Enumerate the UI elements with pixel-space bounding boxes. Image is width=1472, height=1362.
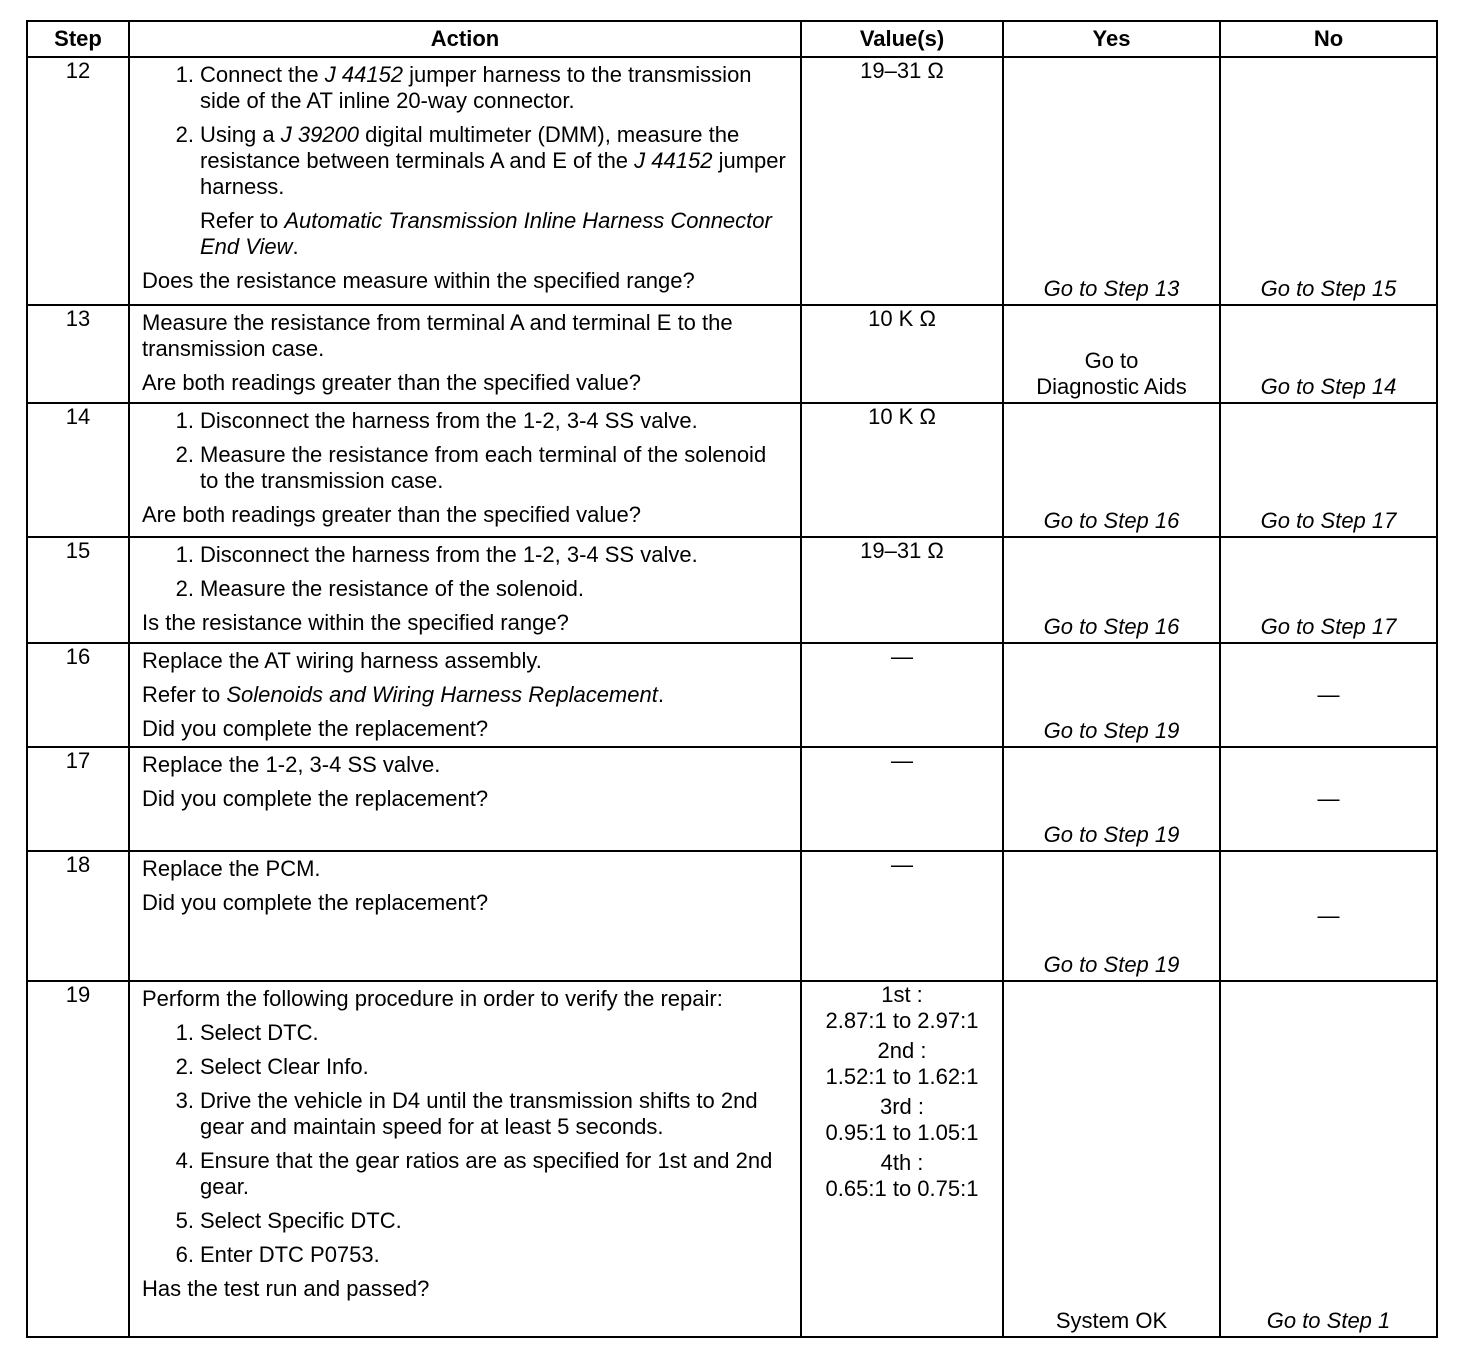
list-item: 1. Select DTC. — [175, 1020, 319, 1045]
action-question: Did you complete the replacement? — [142, 786, 489, 811]
step-number: 14 — [27, 403, 129, 537]
gear-ratio: 0.65:1 to 0.75:1 — [825, 1176, 979, 1201]
list-item: 2. Select Clear Info. — [175, 1054, 369, 1079]
gear-label: 3rd : — [879, 1094, 925, 1119]
action-question: Did you complete the replacement? — [142, 890, 489, 915]
gear-ratio: 1.52:1 to 1.62:1 — [825, 1064, 979, 1089]
action-steps — [142, 1020, 790, 1268]
header-values: Value(s) — [801, 21, 1003, 57]
gear-label: 4th : — [880, 1150, 924, 1175]
action-cell — [129, 851, 801, 981]
action-text: Replace the PCM. — [142, 856, 321, 881]
reference-title: Automatic Transmission Inline Harness Connector End View — [200, 208, 772, 259]
value-cell — [801, 981, 1003, 1337]
no-cell — [1220, 57, 1437, 305]
list-item: 2. Measure the resistance from each terminal of the solenoid to the transmission case. — [175, 442, 767, 493]
action-cell — [129, 403, 801, 537]
no-result: Go to Step 1 — [1266, 1308, 1391, 1333]
value-cell: — — [801, 851, 1003, 981]
yes-cell — [1003, 747, 1220, 851]
action-text: Replace the AT wiring harness assembly. — [142, 648, 542, 673]
list-item: 3. Drive the vehicle in D4 until the transmission shifts to 2nd gear and maintain speed for at least 5 seconds. — [175, 1088, 758, 1139]
action-cell — [129, 305, 801, 403]
table-row-step-19 — [27, 981, 1437, 1337]
value-cell: 10 K Ω — [801, 305, 1003, 403]
gear-label: 2nd : — [877, 1038, 927, 1063]
step-number: 17 — [27, 747, 129, 851]
yes-result: Go to Step 16 — [1043, 508, 1180, 533]
header-row — [27, 21, 1437, 57]
action-cell — [129, 747, 801, 851]
list-item: 5. Select Specific DTC. — [175, 1208, 402, 1233]
no-cell — [1220, 747, 1437, 851]
no-result: — — [1317, 682, 1340, 707]
list-item: 6. Enter DTC P0753. — [175, 1242, 380, 1267]
action-question: Are both readings greater than the specified value? — [142, 502, 641, 527]
yes-result: Go to Step 19 — [1043, 718, 1180, 743]
yes-cell — [1003, 537, 1220, 643]
step-number: 19 — [27, 981, 129, 1337]
no-cell — [1220, 305, 1437, 403]
no-cell — [1220, 981, 1437, 1337]
no-cell — [1220, 851, 1437, 981]
list-item: 2. Using a J 39200 digital multimeter (DMM), measure the resistance between terminals A and E of the J 44152 jumper harness. — [175, 122, 786, 199]
yes-result: Go to Step 19 — [1043, 952, 1180, 977]
gear-label: 1st : — [881, 982, 923, 1007]
header-step: Step — [27, 21, 129, 57]
tool-number: J 39200 — [280, 122, 360, 147]
yes-result: Go to Diagnostic Aids — [1036, 348, 1187, 399]
no-cell — [1220, 537, 1437, 643]
list-item: 2. Measure the resistance of the solenoid. — [175, 576, 585, 601]
refer-note: Refer to Solenoids and Wiring Harness Replacement. — [142, 682, 664, 707]
value-cell: — — [801, 643, 1003, 747]
table-row-step-14 — [27, 403, 1437, 537]
table-row-step-15 — [27, 537, 1437, 643]
value-cell: — — [801, 747, 1003, 851]
no-result: — — [1317, 786, 1340, 811]
action-steps — [142, 408, 790, 494]
list-item: 1. Connect the J 44152 jumper harness to the transmission side of the AT inline 20-way connector. — [175, 62, 752, 113]
action-question: Does the resistance measure within the specified range? — [142, 268, 695, 293]
reference-title: Solenoids and Wiring Harness Replacement — [226, 682, 658, 707]
refer-note: Refer to Automatic Transmission Inline Harness Connector End View. — [200, 208, 772, 259]
no-result: Go to Step 15 — [1260, 276, 1397, 301]
step-number: 12 — [27, 57, 129, 305]
gear-ratio: 2.87:1 to 2.97:1 — [825, 1008, 979, 1033]
action-question: Is the resistance within the specified range? — [142, 610, 569, 635]
no-cell — [1220, 403, 1437, 537]
gear-ratio-list — [802, 982, 1002, 1202]
no-result: Go to Step 17 — [1260, 614, 1397, 639]
action-steps — [142, 62, 790, 260]
action-cell — [129, 643, 801, 747]
yes-result: Go to Step 16 — [1043, 614, 1180, 639]
action-cell — [129, 981, 801, 1337]
step-number: 18 — [27, 851, 129, 981]
value-cell: 10 K Ω — [801, 403, 1003, 537]
no-result: — — [1317, 903, 1340, 928]
list-item: 4. Ensure that the gear ratios are as specified for 1st and 2nd gear. — [175, 1148, 773, 1199]
table-row-step-12 — [27, 57, 1437, 305]
yes-cell — [1003, 57, 1220, 305]
yes-cell — [1003, 403, 1220, 537]
diagnostic-table — [26, 20, 1438, 1338]
value-cell: 19–31 Ω — [801, 537, 1003, 643]
no-result: Go to Step 17 — [1260, 508, 1397, 533]
action-question: Has the test run and passed? — [142, 1276, 430, 1301]
yes-result: System OK — [1055, 1308, 1168, 1333]
step-number: 16 — [27, 643, 129, 747]
action-text: Replace the 1-2, 3-4 SS valve. — [142, 752, 441, 777]
table-row-step-17 — [27, 747, 1437, 851]
header-action: Action — [129, 21, 801, 57]
header-yes: Yes — [1003, 21, 1220, 57]
list-item: 1. Disconnect the harness from the 1-2, 3-4 SS valve. — [175, 408, 698, 433]
table-row-step-16 — [27, 643, 1437, 747]
yes-cell — [1003, 643, 1220, 747]
step-number: 15 — [27, 537, 129, 643]
yes-cell — [1003, 981, 1220, 1337]
yes-result: Go to Step 19 — [1043, 822, 1180, 847]
tool-number: J 44152 — [324, 62, 404, 87]
table-row-step-13 — [27, 305, 1437, 403]
action-question: Are both readings greater than the specified value? — [142, 370, 641, 395]
action-text: Measure the resistance from terminal A and terminal E to the transmission case. — [142, 310, 733, 361]
no-result: Go to Step 14 — [1260, 374, 1397, 399]
yes-result: Go to Step 13 — [1043, 276, 1180, 301]
action-question: Did you complete the replacement? — [142, 716, 489, 741]
value-cell: 19–31 Ω — [801, 57, 1003, 305]
action-cell — [129, 57, 801, 305]
action-intro: Perform the following procedure in order to verify the repair: — [142, 986, 723, 1011]
table-row-step-18 — [27, 851, 1437, 981]
header-no: No — [1220, 21, 1437, 57]
no-cell — [1220, 643, 1437, 747]
action-steps — [142, 542, 790, 602]
action-cell — [129, 537, 801, 643]
list-item: 1. Disconnect the harness from the 1-2, 3-4 SS valve. — [175, 542, 698, 567]
yes-cell — [1003, 851, 1220, 981]
gear-ratio: 0.95:1 to 1.05:1 — [825, 1120, 979, 1145]
yes-cell — [1003, 305, 1220, 403]
tool-number: J 44152 — [634, 148, 713, 173]
step-number: 13 — [27, 305, 129, 403]
